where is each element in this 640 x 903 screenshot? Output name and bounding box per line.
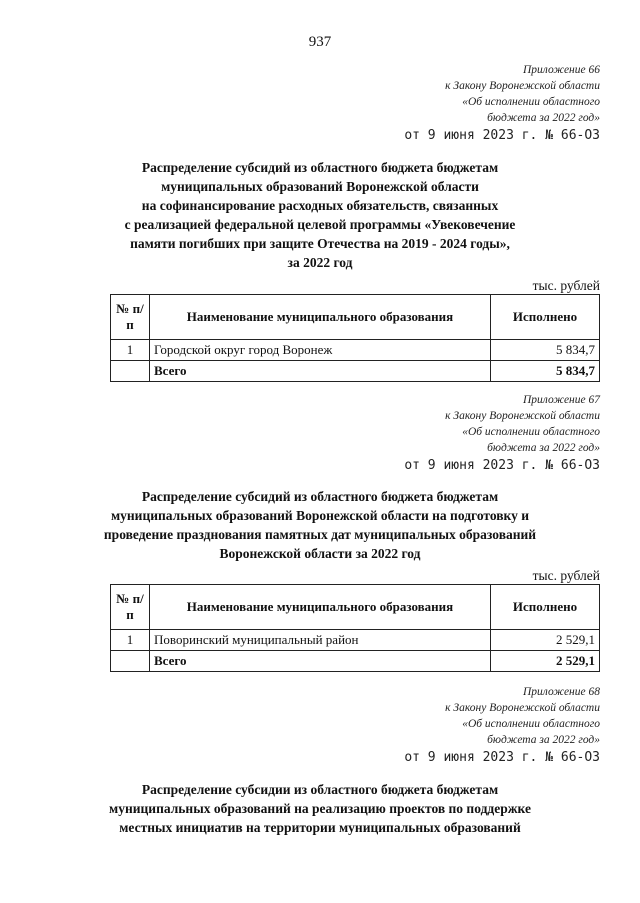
annex-title: Приложение 66 — [522, 64, 600, 76]
section-title — [100, 780, 540, 837]
table-row — [111, 630, 600, 651]
total-empty — [111, 651, 150, 672]
unit-label: тыс. рублей — [532, 278, 600, 293]
title-line: на софинансирование расходных обязательств, связанных — [141, 198, 499, 213]
total-label: Всего — [150, 361, 491, 382]
total-value: 2 529,1 — [491, 651, 600, 672]
header-num: № п/п — [111, 585, 150, 630]
header-num: № п/п — [111, 295, 150, 340]
annex-line: к Закону Воронежской области — [445, 410, 600, 422]
header-value: Исполнено — [491, 585, 600, 630]
annex-68-header — [404, 684, 600, 767]
annex-line: бюджета за 2022 год» — [487, 442, 600, 454]
annex-line: к Закону Воронежской области — [445, 702, 600, 714]
row-value: 5 834,7 — [491, 340, 600, 361]
annex-title: Приложение 67 — [522, 394, 600, 406]
total-value: 5 834,7 — [491, 361, 600, 382]
total-empty — [111, 361, 150, 382]
row-name: Поворинский муниципальный район — [150, 630, 491, 651]
row-num: 1 — [111, 630, 150, 651]
title-line: муниципальных образований Воронежской области — [161, 179, 479, 194]
title-line: памяти погибших при защите Отечества на 2019 - 2024 годы», — [130, 236, 510, 251]
table-header-row — [111, 585, 600, 630]
total-label: Всего — [150, 651, 491, 672]
unit-label: тыс. рублей — [532, 568, 600, 583]
title-line: с реализацией федеральной целевой программы «Увековечение — [124, 217, 516, 232]
law-reference: от 9 июня 2023 г. № 66-ОЗ — [404, 750, 600, 765]
annex-line: к Закону Воронежской области — [445, 80, 600, 92]
title-line: местных инициатив на территории муниципальных образований — [119, 820, 521, 835]
law-reference: от 9 июня 2023 г. № 66-ОЗ — [404, 128, 600, 143]
annex-line: бюджета за 2022 год» — [487, 734, 600, 746]
title-line: муниципальных образований Воронежской области на подготовку и — [110, 508, 530, 523]
table-header-row — [111, 295, 600, 340]
section-title — [110, 158, 530, 272]
header-name: Наименование муниципального образования — [150, 295, 491, 340]
total-row — [111, 651, 600, 672]
title-line: Распределение субсидий из областного бюджета бюджетам — [141, 489, 499, 504]
annex-title: Приложение 68 — [522, 686, 600, 698]
section-title — [100, 487, 540, 563]
subsidy-table — [110, 584, 600, 672]
page-number: 937 — [308, 34, 332, 50]
annex-66-header — [404, 62, 600, 145]
annex-67-header — [404, 392, 600, 475]
total-row — [111, 361, 600, 382]
title-line: за 2022 год — [287, 255, 353, 270]
annex-line: бюджета за 2022 год» — [487, 112, 600, 124]
annex-line: «Об исполнении областного — [462, 426, 600, 438]
title-line: Распределение субсидии из областного бюджета бюджетам — [141, 782, 499, 797]
annex-line: «Об исполнении областного — [462, 96, 600, 108]
annex-line: «Об исполнении областного — [462, 718, 600, 730]
header-name: Наименование муниципального образования — [150, 585, 491, 630]
title-line: Распределение субсидий из областного бюджета бюджетам — [141, 160, 499, 175]
table-row — [111, 340, 600, 361]
row-name: Городской округ город Воронеж — [150, 340, 491, 361]
title-line: проведение празднования памятных дат муниципальных образований — [103, 527, 537, 542]
title-line: Воронежской области за 2022 год — [219, 546, 421, 561]
header-value: Исполнено — [491, 295, 600, 340]
title-line: муниципальных образований на реализацию проектов по поддержке — [109, 801, 531, 816]
law-reference: от 9 июня 2023 г. № 66-ОЗ — [404, 458, 600, 473]
row-num: 1 — [111, 340, 150, 361]
row-value: 2 529,1 — [491, 630, 600, 651]
subsidy-table — [110, 294, 600, 382]
